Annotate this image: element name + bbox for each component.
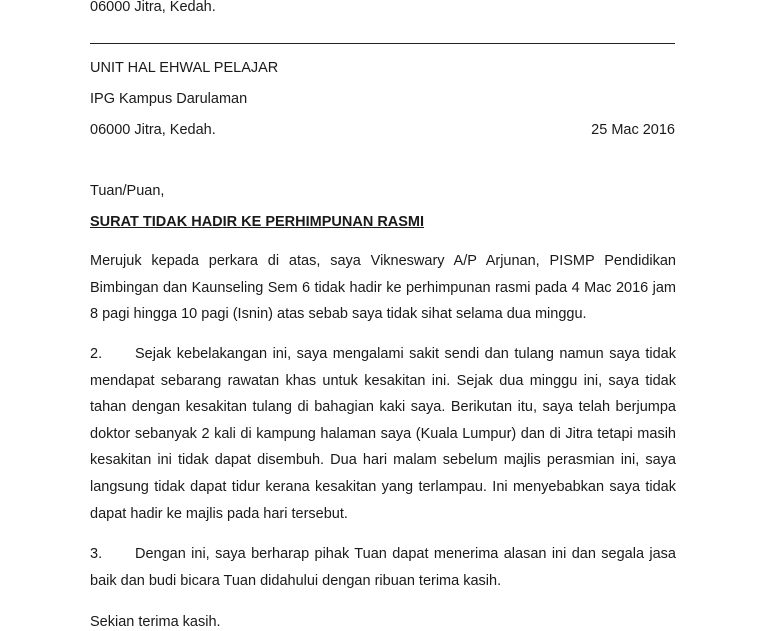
sender-address: 06000 Jitra, Kedah. xyxy=(90,0,216,15)
paragraph-number: 3. xyxy=(90,546,103,562)
recipient-address: 06000 Jitra, Kedah. xyxy=(90,122,216,138)
recipient-institution: IPG Kampus Darulaman xyxy=(90,91,248,107)
separator-line xyxy=(90,43,675,44)
paragraph-1 xyxy=(90,248,676,328)
paragraph-3 xyxy=(90,541,676,594)
closing-remark: Sekian terima kasih. xyxy=(90,614,221,630)
paragraph-text: Merujuk kepada perkara di atas, saya Vikneswary A/P Arjunan, PISMP Pendidikan Bimbingan dan Kaunseling Sem 6 tidak hadir ke perhimpunan rasmi pada 4 Mac 2016 jam 8 pagi hingga 10 pagi (Isnin) atas sebab saya tidak sihat selama dua minggu. xyxy=(90,253,676,323)
recipient-unit: UNIT HAL EHWAL PELAJAR xyxy=(90,60,279,76)
letter-date: 25 Mac 2016 xyxy=(591,122,675,138)
salutation: Tuan/Puan, xyxy=(90,183,165,199)
paragraph-number: 2. xyxy=(90,346,103,362)
letter-subject: SURAT TIDAK HADIR KE PERHIMPUNAN RASMI xyxy=(90,214,425,230)
paragraph-text: Sejak kebelakangan ini, saya mengalami sakit sendi dan tulang namun saya tidak mendapat sebarang rawatan khas untuk kesakitan ini. Sejak dua minggu ini, saya tidak tahan dengan kesakitan tulang di bahagian kaki saya. Berikutan itu, saya telah berjumpa doktor sebanyak 2 kali di kampung halaman saya (Kuala Lumpur) dan di Jitra tetapi masih kesakitan ini tidak dapat disembuh. Dua hari malam sebelum majlis perasmian ini, saya langsung tidak dapat tidur kerana kesakitan yang terlampau. Ini menyebabkan saya tidak dapat hadir ke majlis pada hari tersebut. xyxy=(90,346,676,522)
paragraph-text: Dengan ini, saya berharap pihak Tuan dapat menerima alasan ini dan segala jasa baik dan budi bicara Tuan didahului dengan ribuan terima kasih. xyxy=(90,546,676,589)
paragraph-2 xyxy=(90,341,676,527)
